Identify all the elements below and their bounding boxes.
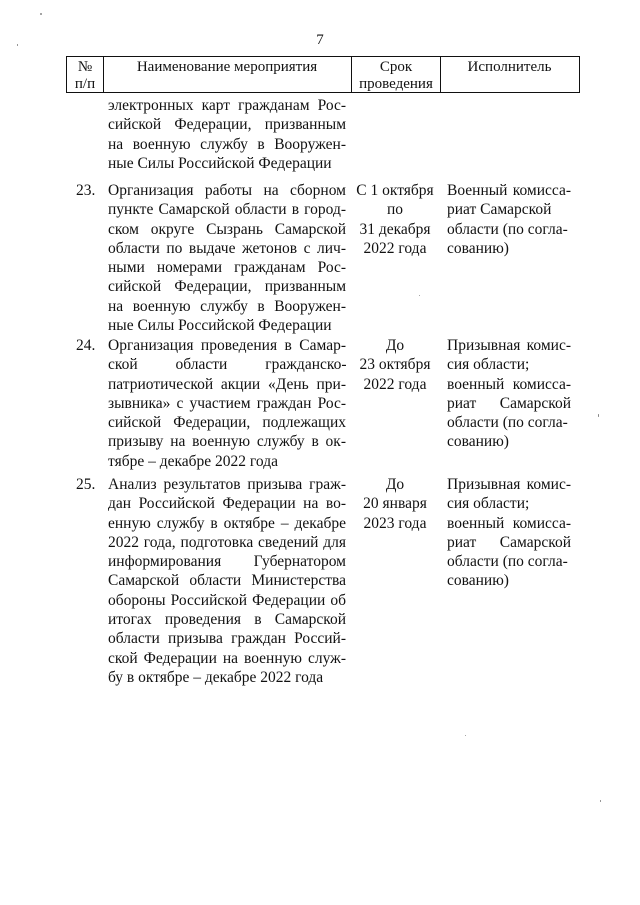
- executor-line: сованию): [447, 433, 509, 451]
- name-line: обороны Российской Федерации об: [108, 591, 346, 609]
- header-number-line1: №: [77, 59, 93, 75]
- name-line: ные Силы Российской Федерации: [108, 317, 332, 335]
- term-line: 2022 года: [363, 375, 427, 393]
- header-term-line1: Срок: [379, 59, 413, 75]
- name-line: ском округе Сызрань Самарской: [108, 220, 346, 238]
- name-line: бу в октябре – декабре 2022 года: [108, 668, 324, 686]
- row-executor: [447, 475, 571, 591]
- name-line: области призыва граждан Россий-: [108, 630, 346, 648]
- term-line: 2022 года: [363, 239, 427, 257]
- table-header: [66, 56, 441, 93]
- name-line: сийской Федерации, подлежащих: [108, 414, 346, 432]
- header-term-cell: [351, 59, 441, 93]
- name-line: области по выдаче жетонов с лич-: [108, 239, 346, 257]
- scan-speck: [600, 800, 601, 802]
- page-number: 7: [316, 32, 324, 48]
- name-line: патриотической акции «День при-: [108, 375, 346, 393]
- executor-line: военный комисса-: [447, 375, 571, 393]
- row-number: 24.: [76, 337, 96, 354]
- name-line: ными номерами гражданам Рос-: [108, 259, 346, 277]
- term-line: До: [385, 476, 405, 493]
- name-line: Самарской области Министерства: [108, 572, 346, 590]
- executor-line: Призывная комис-: [447, 476, 571, 493]
- row-executor: [447, 181, 571, 258]
- row-name: [108, 181, 346, 335]
- row-number: 23.: [76, 182, 96, 199]
- scan-speck: [598, 414, 599, 417]
- term-line: С 1 октября: [356, 182, 434, 199]
- name-line: Организация проведения в Самар-: [108, 337, 346, 354]
- header-number-line2: п/п: [74, 76, 96, 92]
- name-line: итогах проведения в Самарской: [108, 611, 346, 629]
- header-term-line2: проведения: [359, 76, 433, 92]
- continuation-line: сийской Федерации, призванным: [108, 116, 346, 134]
- term-line: До: [385, 337, 405, 354]
- executor-line: Призывная комис-: [447, 337, 571, 354]
- term-line: 23 октября: [359, 356, 431, 374]
- row-name: [108, 336, 346, 471]
- continuation-line: на военную службу в Вооружен-: [108, 135, 346, 153]
- executor-line: Военный комисса-: [447, 182, 571, 199]
- name-line: ской области гражданско-: [108, 356, 347, 374]
- header-executor: [440, 56, 580, 93]
- executor-line: риат Самарской: [447, 533, 571, 551]
- continuation-line: ные Силы Российской Федерации: [108, 154, 332, 172]
- name-line: призыву на военную службу в ок-: [108, 433, 346, 451]
- row-term: [351, 475, 439, 533]
- term-line: 2023 года: [363, 514, 427, 532]
- name-line: енную службу в октябре – декабре: [108, 514, 346, 532]
- executor-line: сованию): [447, 572, 509, 590]
- name-line: дан Российской Федерации на во-: [108, 495, 346, 513]
- name-line: ской Федерации на военную служ-: [108, 649, 346, 667]
- row-number: 25.: [76, 476, 96, 493]
- name-line: зывника» с участием граждан Рос-: [108, 394, 346, 412]
- row-executor: [447, 336, 571, 452]
- term-line: по: [386, 201, 404, 219]
- header-number-cell: [67, 59, 103, 93]
- executor-line: сованию): [447, 239, 509, 257]
- term-line: 31 декабря: [359, 220, 431, 238]
- name-line: сийской Федерации, призванным: [108, 278, 346, 296]
- executor-line: сия области;: [447, 356, 530, 374]
- continuation-text: [108, 96, 346, 173]
- executor-line: области (по согла-: [447, 414, 568, 432]
- row-term: [351, 336, 439, 394]
- name-line: Анализ результатов призыва граж-: [108, 476, 346, 493]
- scan-speck: [40, 13, 42, 15]
- scan-speck: [17, 44, 18, 46]
- name-line: 2022 года, подготовка сведений для: [108, 533, 346, 551]
- executor-line: сия области;: [447, 495, 530, 513]
- executor-line: риат Самарской: [447, 394, 571, 412]
- name-line: тябре – декабре 2022 года: [108, 452, 278, 470]
- header-name: Наименование мероприятия: [136, 59, 318, 75]
- executor-line: области (по согла-: [447, 220, 568, 238]
- continuation-line: электронных карт гражданам Рос-: [108, 97, 346, 114]
- executor-line: риат Самарской: [447, 201, 552, 219]
- name-line: Организация работы на сборном: [108, 182, 346, 199]
- name-line: информирования Губернатором: [108, 553, 346, 571]
- scan-speck: [465, 735, 466, 736]
- executor-line: области (по согла-: [447, 553, 568, 571]
- executor-line: военный комисса-: [447, 514, 571, 532]
- name-line: на военную службу в Вооружен-: [108, 297, 346, 315]
- row-name: [108, 475, 346, 687]
- row-term: [351, 181, 439, 258]
- term-line: 20 января: [363, 495, 427, 513]
- name-line: пункте Самарской области в город-: [108, 201, 346, 219]
- scan-speck: [419, 295, 420, 296]
- header-executor-label: Исполнитель: [467, 59, 552, 75]
